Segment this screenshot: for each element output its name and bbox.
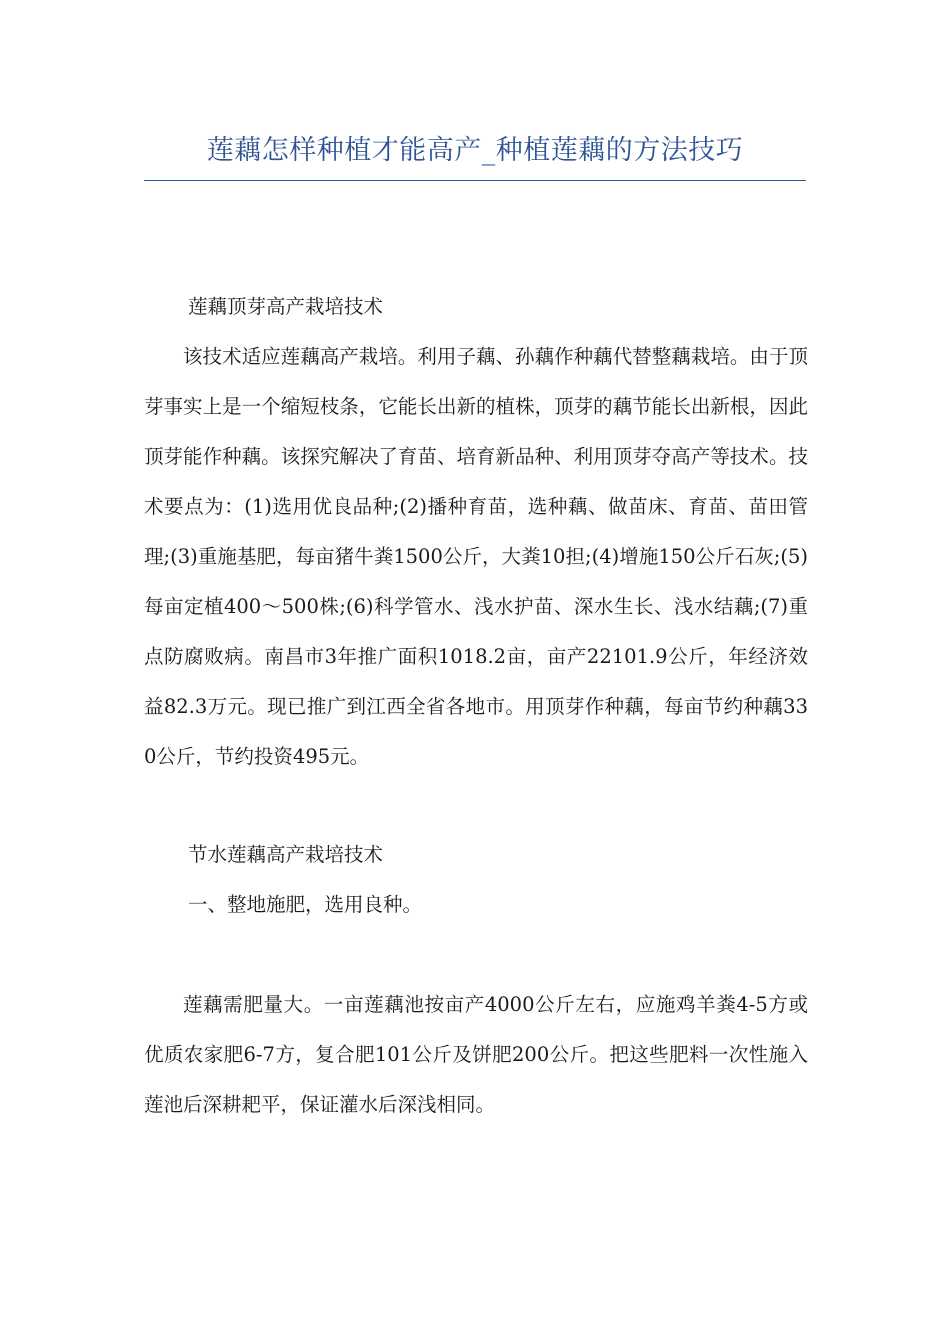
paragraph-top-bud-technique: 该技术适应莲藕高产栽培。利用子藕、孙藕作种藕代替整藕栽培。由于顶芽事实上是一个缩短枝条，它能长出新的植株，顶芽的藕节能长出新根，因此顶芽能作种藕。该探究解决了育苗、培育新品种、利用顶芽夺高产等技术。技术要点为：(1)选用优良品种;(2)播种育苗，选种藕、做苗床、育苗、苗田管理;(3)重施基肥，每亩猪牛粪1500公斤，大粪10担;(4)增施150公斤石灰;(5)每亩定植400～500株;(6)科学管水、浅水护苗、深水生长、浅水结藕;(7)重点防腐败病。南昌市3年推广面积1018.2亩，亩产22101.9公斤，年经济效益82.3万元。现已推广到江西全省各地市。用顶芽作种藕，每亩节约种藕330公斤，节约投资495元。 <box>144 345 808 768</box>
subheading-land-preparation: 一、整地施肥，选用良种。 <box>188 893 423 916</box>
title-underline <box>144 180 806 181</box>
paragraph-fertilizer: 莲藕需肥量大。一亩莲藕池按亩产4000公斤左右，应施鸡羊粪4-5方或优质农家肥6-7方，复合肥101公斤及饼肥200公斤。把这些肥料一次性施入莲池后深耕耙平，保证灌水后深浅相同。 <box>144 993 808 1116</box>
section-heading-top-bud: 莲藕顶芽高产栽培技术 <box>188 295 384 318</box>
document-title: 莲藕怎样种植才能高产_种植莲藕的方法技巧 <box>206 135 744 166</box>
section-heading-water-saving: 节水莲藕高产栽培技术 <box>188 843 384 866</box>
